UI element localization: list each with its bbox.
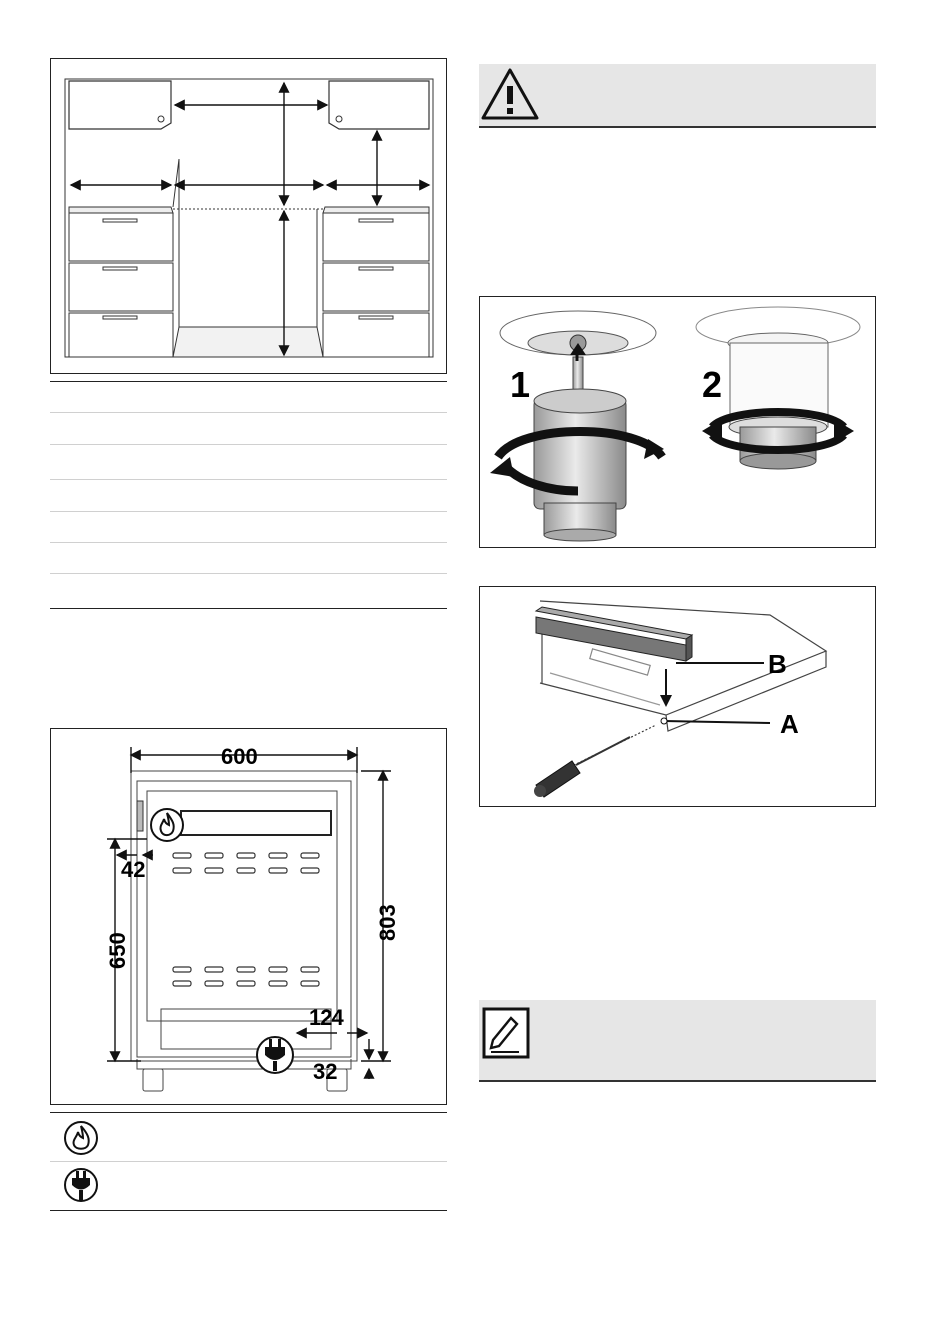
dim-gas-height-label: 650 bbox=[105, 932, 130, 969]
legend-rule-mid bbox=[50, 1161, 447, 1162]
table-row-5 bbox=[50, 542, 447, 543]
vent-slots bbox=[173, 853, 319, 986]
plinth-label-a: A bbox=[780, 709, 799, 739]
dimensions-diagram-frame bbox=[50, 728, 447, 1105]
table-row-3 bbox=[50, 479, 447, 480]
base-cabinet-left bbox=[69, 207, 173, 357]
legend-plug-icon bbox=[62, 1166, 100, 1204]
legend-rule-bottom bbox=[50, 1210, 447, 1211]
note-box bbox=[479, 1000, 876, 1082]
cabinet-diagram-frame bbox=[50, 58, 447, 374]
screwdriver-icon bbox=[534, 725, 656, 797]
table-rule-top bbox=[50, 381, 447, 382]
note-pencil-icon bbox=[481, 1006, 531, 1060]
base-cabinet-right bbox=[323, 207, 429, 357]
feet-adjustment-frame bbox=[479, 296, 876, 548]
plinth-strip bbox=[536, 607, 692, 661]
warning-box bbox=[479, 64, 876, 128]
plinth-fixing-frame bbox=[479, 586, 876, 807]
cabinet-diagram bbox=[51, 59, 445, 372]
electric-plug-icon bbox=[257, 1037, 293, 1073]
foot-step-2-label: 2 bbox=[702, 364, 723, 405]
feet-adjustment-diagram bbox=[480, 297, 874, 546]
legend-rule-top bbox=[50, 1112, 447, 1113]
table-row-4 bbox=[50, 511, 447, 512]
table-row-2 bbox=[50, 444, 447, 445]
dimensions-diagram bbox=[51, 729, 445, 1103]
plinth-fixing-diagram bbox=[480, 587, 874, 805]
dim-plug-bottom-label: 32 bbox=[313, 1059, 338, 1084]
wall-cabinet-right bbox=[329, 81, 429, 129]
gas-connector bbox=[137, 801, 143, 831]
warning-triangle-icon bbox=[479, 66, 541, 124]
legend-gas-icon bbox=[62, 1119, 100, 1157]
foot-step-1 bbox=[490, 311, 664, 541]
gas-flame-icon bbox=[151, 809, 183, 841]
table-row-6 bbox=[50, 573, 447, 574]
cooker-niche bbox=[173, 159, 323, 357]
dim-width-label: 600 bbox=[221, 744, 258, 769]
table-row-1 bbox=[50, 412, 447, 413]
dim-gas-offset-label: 42 bbox=[121, 857, 146, 882]
wall-cabinet-left bbox=[69, 81, 171, 129]
plinth-label-b: B bbox=[768, 649, 787, 679]
foot-step-1-label: 1 bbox=[510, 364, 531, 405]
table-rule-bottom bbox=[50, 608, 447, 609]
dim-height-label: 803 bbox=[375, 904, 400, 941]
dim-plug-offset-label: 124 bbox=[309, 1005, 343, 1030]
